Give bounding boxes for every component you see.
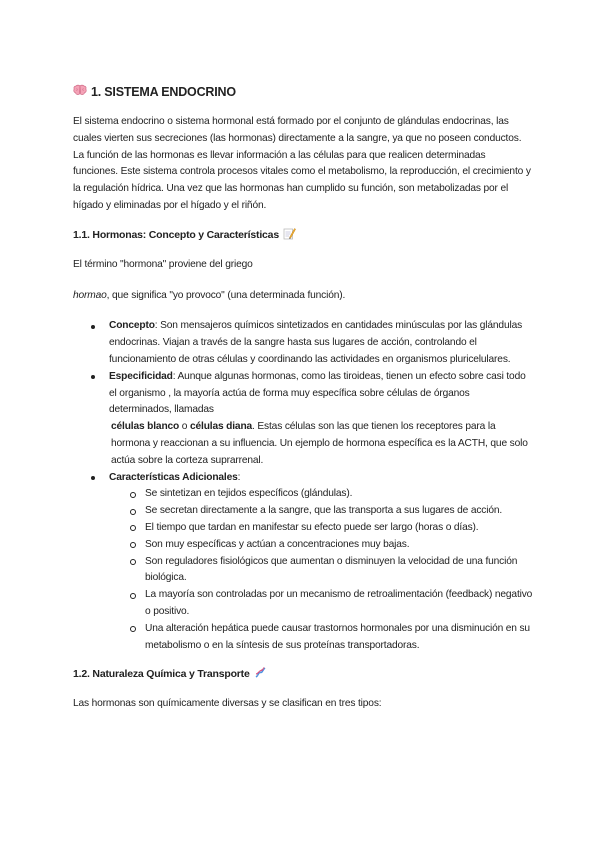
bullet-text: : Aunque algunas hormonas, como las tiroideas, tienen un efecto sobre casi todo el organismo , la mayoría actúa de forma muy específica sobre células de órganos determinados, llamadas	[109, 370, 526, 416]
bullet-label: Especificidad	[109, 370, 173, 382]
bullet-label: Características Adicionales	[109, 471, 238, 483]
sub-list-item: Se sintetizan en tejidos específicos (glándulas).	[145, 486, 533, 503]
intro-paragraph: El sistema endocrino o sistema hormonal está formado por el conjunto de glándulas endocrinas, las cuales vierten sus secreciones (las hormonas) directamente a la sangre, ya que no poseen conductos. La función de las hormonas es llevar información a las células para que realicen determinadas funciones. Este sistema controla procesos vitales como el metabolismo, la reproducción, el crecimiento y la regulación hídrica. Una vez que las hormonas han cumplido su función, son metabolizadas por el hígado y eliminadas por el hígado y el riñón.	[73, 116, 531, 211]
bullet-continuation	[111, 419, 533, 469]
sub-list-item: Son muy específicas y actúan a concentraciones muy bajas.	[145, 537, 533, 554]
bullet-label: Concepto	[109, 320, 155, 332]
bullet-text: : Son mensajeros químicos sintetizados en cantidades minúsculas por las glándulas endocrinas. Viajan a través de la sangre hasta sus lugares de acción, controlando el funcionamiento de otras células y coordinando las actividades en organismos pluricelulares.	[109, 320, 523, 365]
dna-icon	[254, 666, 267, 682]
sub-list-item: Se secretan directamente a la sangre, que las transporta a sus lugares de acción.	[145, 503, 533, 520]
bullet-text: :	[237, 471, 241, 483]
list-item-caracteristicas	[109, 470, 533, 655]
hormone-types-paragraph: Las hormonas son químicamente diversas y se clasifican en tres tipos:	[73, 698, 382, 710]
hormone-characteristics-list	[73, 318, 533, 654]
section-1-heading	[73, 84, 533, 99]
hormao-word: hormao	[73, 289, 107, 301]
sub-list-item: Una alteración hepática puede causar trastornos hormonales por una disminución en su metabolismo o en la síntesis de sus proteínas transportadoras.	[145, 621, 533, 655]
memo-pencil-icon	[283, 227, 296, 243]
brain-icon	[73, 84, 87, 99]
section-1-2-title: 1.2. Naturaleza Química y Transporte	[73, 668, 250, 681]
hormao-meaning: , que significa "yo provoco" (una determinada función).	[106, 289, 346, 301]
section-1-1-title: 1.1. Hormonas: Concepto y Características	[73, 228, 279, 241]
list-item-especificidad	[109, 369, 533, 470]
section-1-title: 1. SISTEMA ENDOCRINO	[91, 84, 236, 99]
document-content	[73, 84, 533, 727]
sub-list-item: La mayoría son controladas por un mecanismo de retroalimentación (feedback) negativo o positivo.	[145, 587, 533, 621]
plain-text: . Estas células son las que tienen los receptores para la hormona y reaccionan a su influencia. Un ejemplo de hormona específica es la ACTH, que solo actúa sobre la corteza suprarrenal.	[111, 421, 528, 466]
bold-term: células blanco	[111, 421, 180, 433]
sub-list-item: El tiempo que tardan en manifestar su efecto puede ser largo (horas o días).	[145, 520, 533, 537]
hormone-origin-paragraph: El término "hormona" proviene del griego	[73, 258, 253, 270]
bold-term: células diana	[190, 421, 253, 433]
hormao-paragraph	[73, 288, 533, 305]
plain-text: o	[179, 421, 190, 433]
sub-list	[109, 486, 533, 654]
section-1-1-heading	[73, 227, 533, 243]
list-item-concepto	[109, 318, 533, 368]
section-1-2-heading	[73, 666, 533, 682]
sub-list-item: Son reguladores fisiológicos que aumentan o disminuyen la velocidad de una función biológica.	[145, 554, 533, 588]
